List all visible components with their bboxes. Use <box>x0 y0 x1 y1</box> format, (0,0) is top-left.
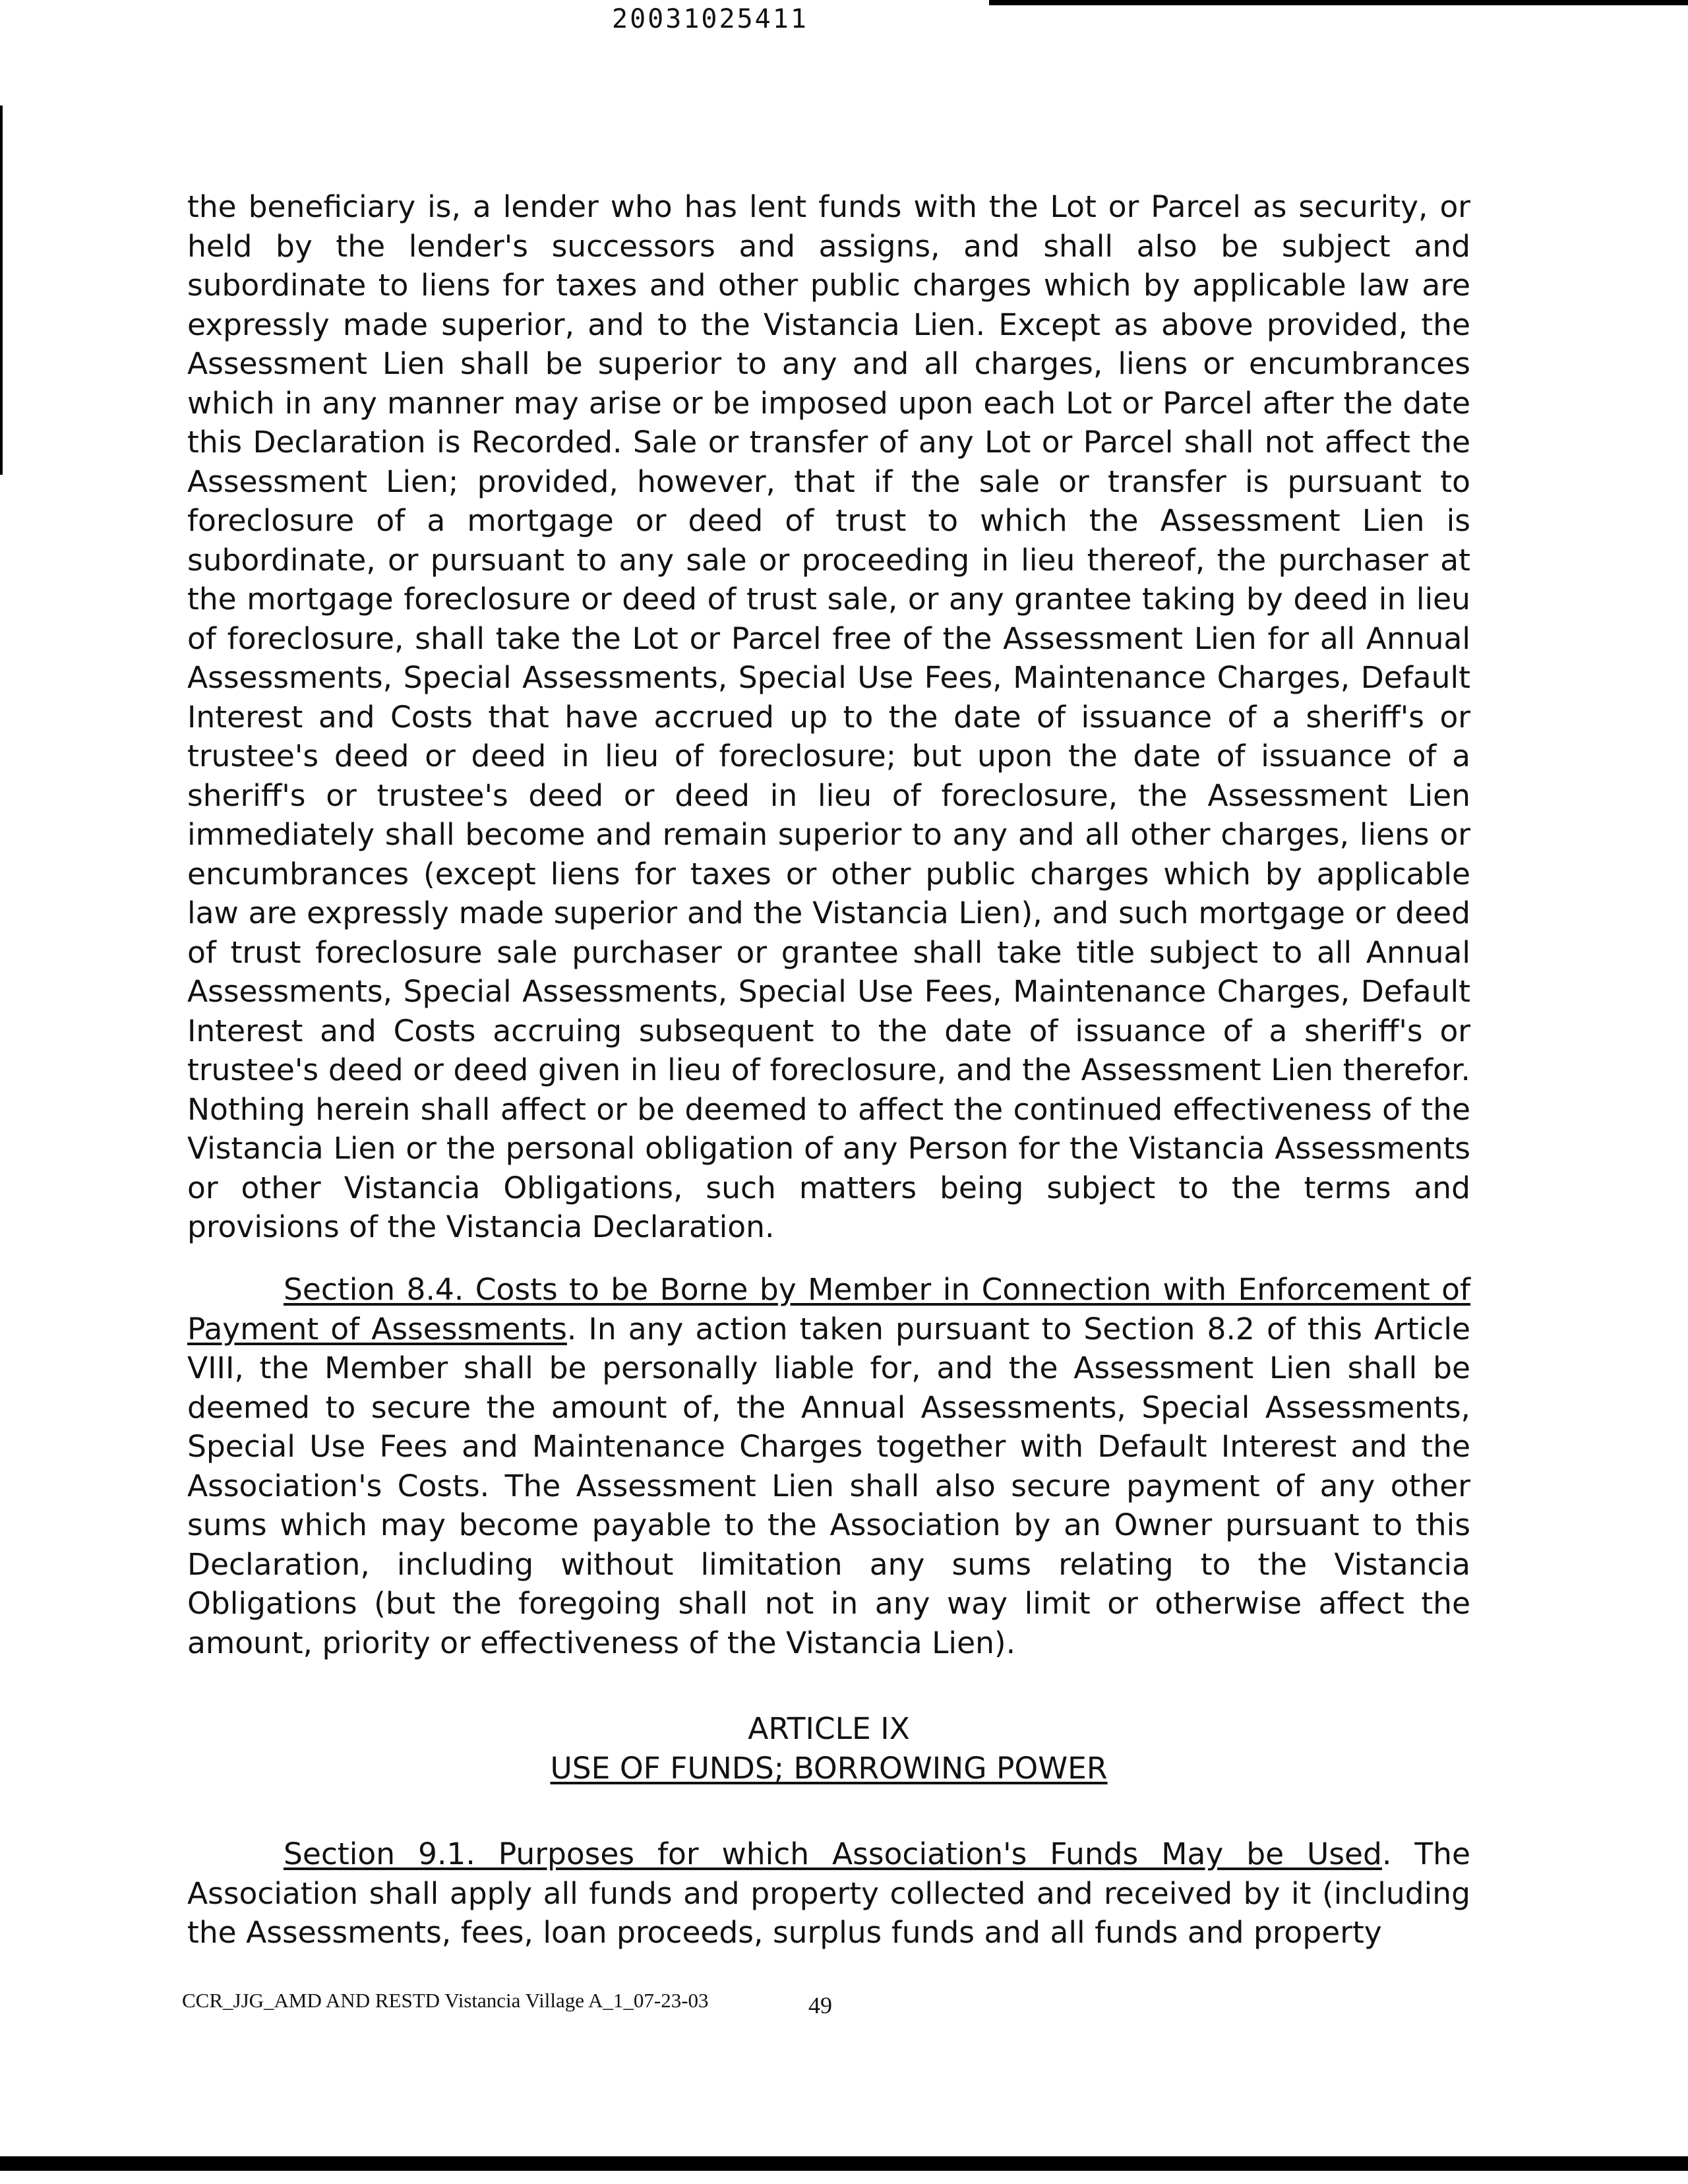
footer-file-label: CCR_JJG_AMD AND RESTD Vistancia Village A_1_07-23-03 <box>182 1989 709 2012</box>
section-9-1-body: . The Association shall apply all funds and property collected and received by it (including the Assessments, fees, loan proceeds, surplus funds and all funds and property <box>187 1836 1470 1950</box>
paragraph-section-8-4 <box>187 1270 1470 1662</box>
paragraph-lien-priority: the beneficiary is, a lender who has lent funds with the Lot or Parcel as security, or held by the lender's successors and assigns, and shall also be subject and subordinate to liens for taxes and other public charges which by applicable law are expressly made superior, and to the Vistancia Lien. Except as above provided, the Assessment Lien shall be superior to any and all charges, liens or encumbrances which in any manner may arise or be imposed upon each Lot or Parcel after the date this Declaration is Recorded. Sale or transfer of any Lot or Parcel shall not affect the Assessment Lien; provided, however, that if the sale or transfer is pursuant to foreclosure of a mortgage or deed of trust to which the Assessment Lien is subordinate, or pursuant to any sale or proceeding in lieu thereof, the purchaser at the mortgage foreclosure or deed of trust sale, or any grantee taking by deed in lieu of foreclosure, shall take the Lot or Parcel free of the Assessment Lien for all Annual Assessments, Special Assessments, Special Use Fees, Maintenance Charges, Default Interest and Costs that have accrued up to the date of issuance of a sheriff's or trustee's deed or deed in lieu of foreclosure; but upon the date of issuance of a sheriff's or trustee's deed or deed in lieu of foreclosure, the Assessment Lien immediately shall become and remain superior to any and all other charges, liens or encumbrances (except liens for taxes or other public charges which by applicable law are expressly made superior and the Vistancia Lien), and such mortgage or deed of trust foreclosure sale purchaser or grantee shall take title subject to all Annual Assessments, Special Assessments, Special Use Fees, Maintenance Charges, Default Interest and Costs accruing subsequent to the date of issuance of a sheriff's or trustee's deed or deed given in lieu of foreclosure, and the Assessment Lien therefor. Nothing herein shall affect or be deemed to affect the continued effectiveness of the Vistancia Lien or the personal obligation of any Person for the Vistancia Assessments or other Vistancia Obligations, such matters being subject to the terms and provisions of the Vistancia Declaration. <box>187 189 1470 1244</box>
page-number: 49 <box>808 1992 832 2018</box>
section-9-1-heading: Section 9.1. Purposes for which Association's Funds May be Used <box>284 1836 1382 1871</box>
scan-border-top <box>989 0 1688 5</box>
article-title: USE OF FUNDS; BORROWING POWER <box>550 1751 1108 1786</box>
document-number: 20031025411 <box>612 4 808 34</box>
section-8-4-heading: Section 8.4. Costs to be Borne by Member in Connection with Enforcement of Payment of Assessments <box>187 1272 1470 1347</box>
article-number: ARTICLE IX <box>748 1711 910 1746</box>
scan-border-left <box>0 106 3 475</box>
paragraph-section-9-1 <box>187 1835 1470 1953</box>
section-8-4-body: . In any action taken pursuant to Section 8.2 of this Article VIII, the Member shall be personally liable for, and the Assessment Lien shall be deemed to secure the amount of, the Annual Assessments, Special Assessments, Special Use Fees and Maintenance Charges together with Default Interest and the Association's Costs. The Assessment Lien shall also secure payment of any other sums which may become payable to the Association by an Owner pursuant to this Declaration, including without limitation any sums relating to the Vistancia Obligations (but the foregoing shall not in any way limit or otherwise affect the amount, priority or effectiveness of the Vistancia Lien). <box>187 1311 1470 1660</box>
scan-border-bottom <box>0 2156 1688 2171</box>
article-heading <box>187 1709 1470 1788</box>
